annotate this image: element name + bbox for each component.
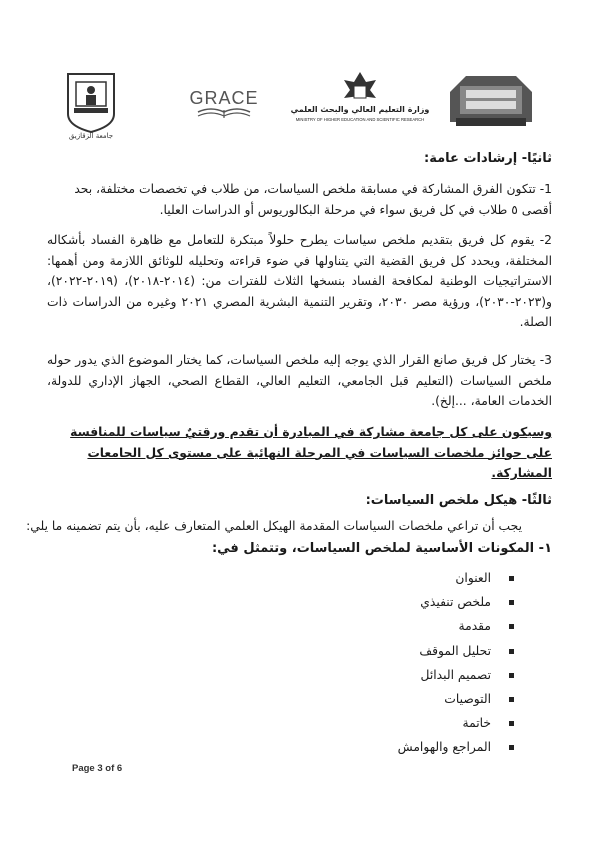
ministry-logo — [290, 68, 430, 138]
list-item: تحليل الموقف — [398, 639, 514, 663]
square-bullet-icon — [509, 745, 514, 750]
header-logos — [0, 62, 600, 142]
square-bullet-icon — [509, 624, 514, 629]
list-item: تصميم البدائل — [398, 663, 514, 687]
structure-intro: يجب أن تراعي ملخصات السياسات المقدمة الهيكل العلمي المتعارف عليه، بأن يتم تضمينه ما يلي: — [26, 519, 522, 533]
section-title-structure: ثالثًا- هيكل ملخص السياسات: — [365, 493, 552, 508]
school-emblem-logo — [446, 72, 536, 132]
square-bullet-icon — [509, 697, 514, 702]
list-item: العنوان — [398, 566, 514, 590]
guideline-item-2 — [47, 230, 552, 333]
universities-note: وسيكون على كل جامعة مشاركة في المبادرة أن تقدم ورقتيٌ سياسات للمنافسة على جوائز ملخصات السياسات في المرحلة النهائية على مستوى كل الجامعات المشاركة. — [70, 425, 552, 480]
svg-text:وزارة التعليم العالي والبحث ال: وزارة التعليم العالي والبحث العلمي — [290, 105, 430, 114]
square-bullet-icon — [509, 649, 514, 654]
list-item: خاتمة — [398, 711, 514, 735]
list-item: المراجع والهوامش — [398, 735, 514, 759]
item-number: 3- — [539, 353, 552, 367]
zagazig-university-logo — [62, 70, 120, 140]
guideline-item-3 — [47, 350, 552, 412]
svg-text:جامعة الزقازيق: جامعة الزقازيق — [68, 132, 114, 140]
list-item: مقدمة — [398, 614, 514, 638]
list-item: ملخص تنفيذي — [398, 590, 514, 614]
square-bullet-icon — [509, 576, 514, 581]
guideline-item-1 — [47, 179, 552, 220]
svg-text:GRACE: GRACE — [189, 88, 259, 108]
page-number: Page 3 of 6 — [72, 763, 123, 774]
section-title-general-guidelines: ثانيًا- إرشادات عامة: — [424, 151, 552, 166]
item-number: 1- — [539, 182, 552, 196]
item-text: تتكون الفرق المشاركة في مسابقة ملخص السياسات، من طلاب في تخصصات مختلفة، بحد أقصى ٥ طلاب في كل فريق سواء في مرحلة البكالوريوس أو الدراسات العليا. — [74, 182, 552, 217]
svg-text:MINISTRY OF HIGHER EDUCATION A: MINISTRY OF HIGHER EDUCATION AND SCIENTIFIC RESEARCH — [295, 117, 425, 122]
grace-logo — [178, 84, 270, 124]
square-bullet-icon — [509, 673, 514, 678]
square-bullet-icon — [509, 721, 514, 726]
square-bullet-icon — [509, 600, 514, 605]
components-title: ١- المكونات الأساسية لملخص السياسات، وتتمثل في: — [211, 541, 552, 556]
components-list — [398, 566, 514, 760]
item-text: يختار كل فريق صانع القرار الذي يوجه إليه ملخص السياسات، كما يختار الموضوع الذي يدور حوله ملخص السياسات (التعليم قبل الجامعي، التعليم العالي، القطاع الصحي، الجهاز الإداري للدولة، الخدمات العامة، ...إلخ). — [47, 353, 552, 408]
list-item: التوصيات — [398, 687, 514, 711]
item-number: 2- — [539, 233, 552, 247]
item-text: يقوم كل فريق بتقديم ملخص سياسات يطرح حلولاً مبتكرة للتعامل مع ظاهرة الفساد بأشكاله المختلفة، ويحدد كل فريق القضية التي يتناولها في ضوء قراءته وتحليله للوثائق اللازمة ومن أهمها: الاستراتيجيات الوطنية لمكافحة الفساد بنسخها الثلاث للفترات من: (٢٠١٤-٢٠١٨)، (٢٠١٩-٢٠٢٢)، و(٢٠٢٣-٢٠٣٠)، ورؤية مصر ٢٠٣٠، وتقرير التنمية البشرية المصري ٢٠٢١ وغيره من الدراسات ذات الصلة. — [47, 233, 552, 329]
